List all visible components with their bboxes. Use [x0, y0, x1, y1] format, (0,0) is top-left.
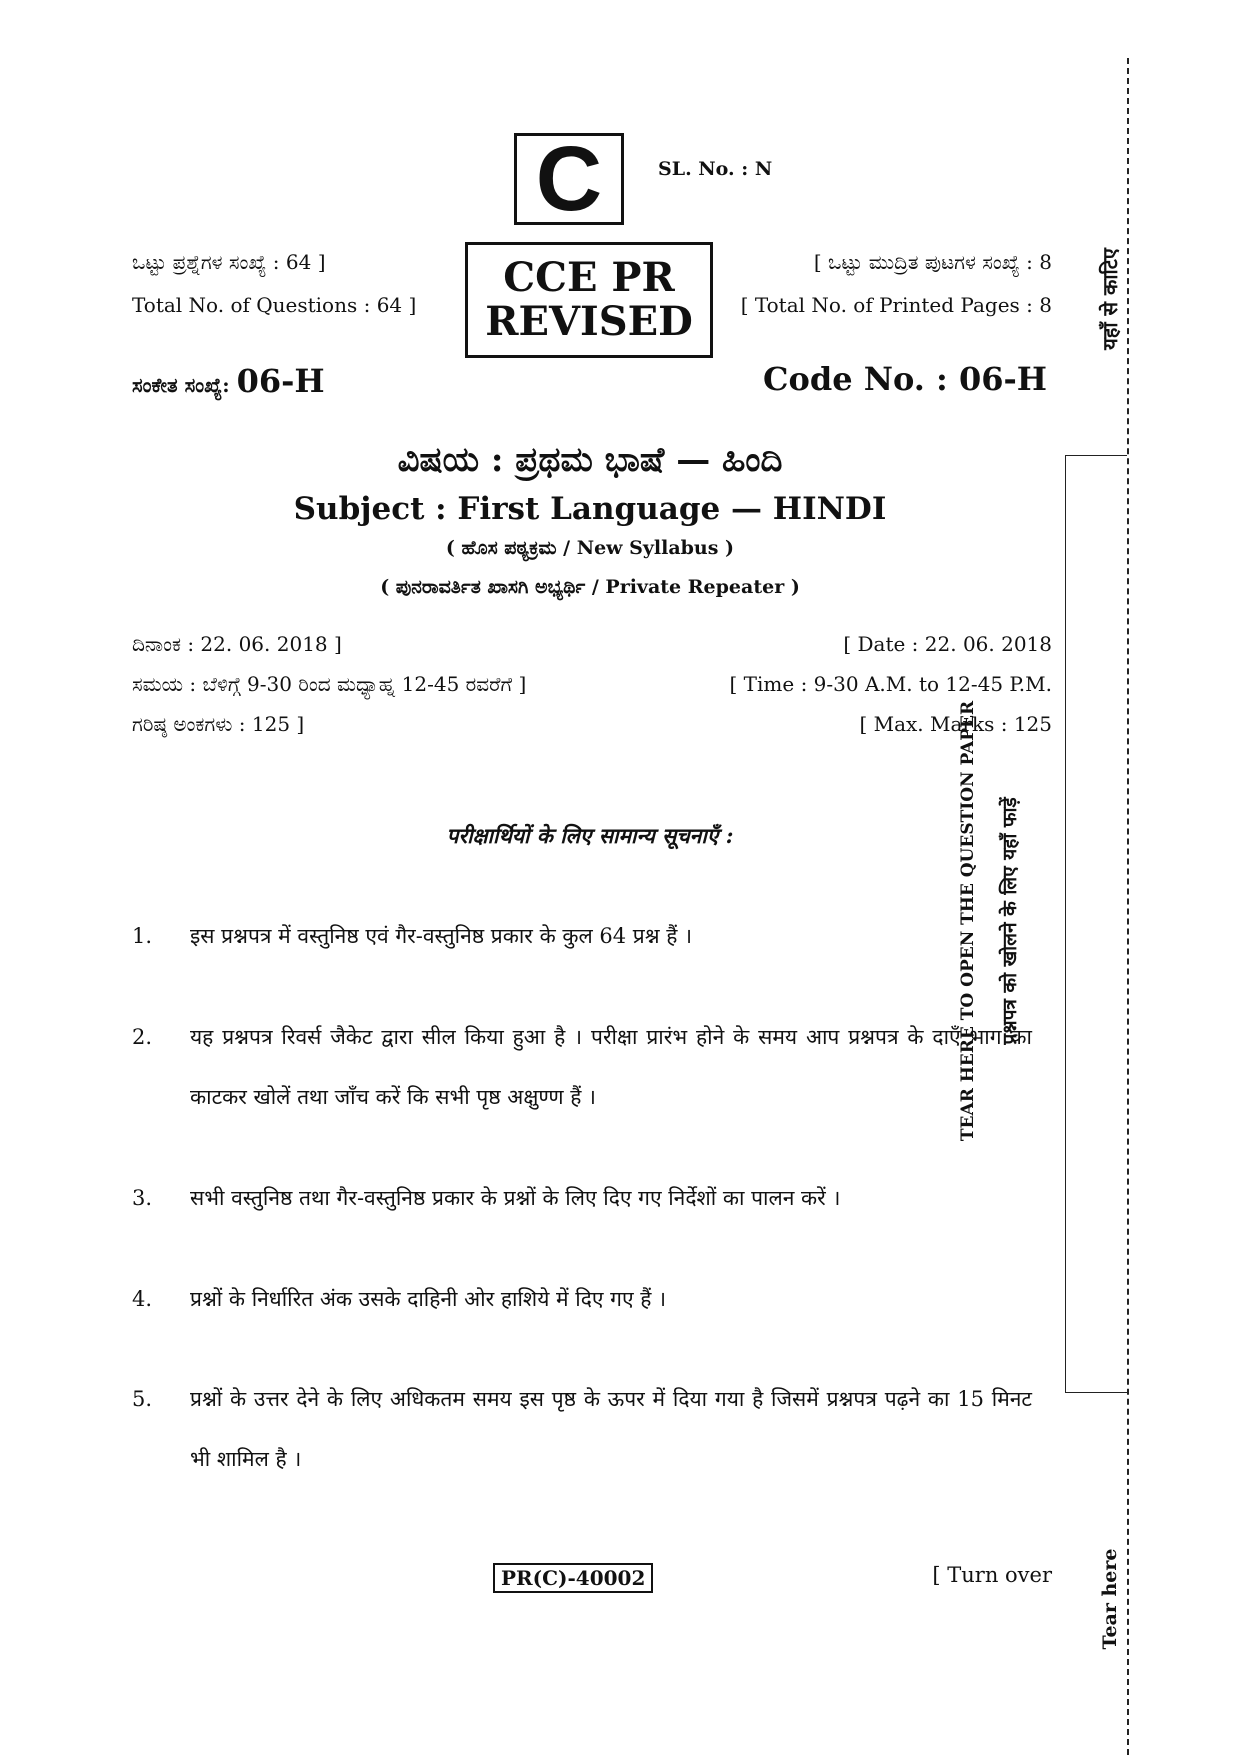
date-english: [ Date : 22. 06. 2018: [843, 632, 1052, 656]
turn-over: [ Turn over: [932, 1563, 1052, 1587]
total-pages-kannada: [ ಒಟ್ಟು ಮುದ್ರಿತ ಪುಟಗಳ ಸಂಖ್ಯೆ : 8: [813, 250, 1052, 274]
code-number-kannada: [132, 362, 325, 400]
time-kannada: ಸಮಯ : ಬೆಳಿಗ್ಗೆ 9-30 ರಿಂದ ಮಧ್ಯಾಹ್ನ 12-45 ರವರೆಗೆ ]: [132, 672, 527, 696]
series-box: [465, 242, 713, 358]
code-number-english: Code No. : 06-H: [763, 360, 1047, 398]
instruction-text: सभी वस्तुनिष्ठ तथा गैर-वस्तुनिष्ठ प्रकार के प्रश्नों के लिए दिए गए निर्देशों का पालन करें ।: [190, 1186, 841, 1210]
total-pages-english: [ Total No. of Printed Pages : 8: [740, 293, 1052, 317]
instruction-item: [132, 1269, 1032, 1329]
tear-instruction-english: TEAR HERE TO OPEN THE QUESTION PAPER: [958, 700, 978, 1142]
max-marks-kannada: ಗರಿಷ್ಠ ಅಂಕಗಳು : 125 ]: [132, 712, 305, 736]
serial-number: SL. No. : N: [658, 158, 773, 180]
time-english: [ Time : 9-30 A.M. to 12-45 P.M.: [729, 672, 1052, 696]
max-marks-english: [ Max. Marks : 125: [859, 712, 1052, 736]
instruction-text: प्रश्नों के निर्धारित अंक उसके दाहिनी ओर हाशिये में दिए गए हैं ।: [190, 1287, 667, 1311]
tear-instruction-hindi: प्रश्नपत्र को खोलने के लिए यहाँ फाड़ें: [999, 797, 1021, 1045]
candidate-type: ( ಪುನರಾವರ್ತಿತ ಖಾಸಗಿ ಅಭ್ಯರ್ಥಿ / Private Repeater ): [380, 576, 800, 598]
subject-kannada: ವಿಷಯ : ಪ್ರಥಮ ಭಾಷೆ — ಹಿಂದಿ: [397, 440, 783, 480]
code-value-kannada: 06-H: [236, 362, 325, 400]
tear-here-label: Tear here: [1099, 1548, 1121, 1650]
tear-dashed-line: [1127, 58, 1129, 1755]
date-kannada: ದಿನಾಂಕ : 22. 06. 2018 ]: [132, 632, 342, 656]
series-line-2: REVISED: [485, 298, 693, 345]
paper-code: PR(C)-40002: [493, 1563, 653, 1593]
subject-english: Subject : First Language — HINDI: [293, 491, 887, 527]
instruction-number: 3.: [132, 1186, 153, 1210]
series-line-1: CCE PR: [503, 254, 675, 301]
syllabus-line: ( ಹೊಸ ಪಠ್ಯಕ್ರಮ / New Syllabus ): [445, 537, 735, 559]
cut-here-hindi: यहाँ से काटिए: [1098, 248, 1122, 350]
instruction-number: 5.: [132, 1387, 153, 1411]
instruction-text: प्रश्नों के उत्तर देने के लिए अधिकतम समय इस पृष्ठ के ऊपर में दिया गया है जिसमें प्रश्नपत्र पढ़ने का 15 मिनट भी शामिल है ।: [190, 1387, 1032, 1471]
code-label-kannada: ಸಂಕೇತ ಸಂಖ್ಯೆ:: [132, 373, 230, 397]
instruction-number: 4.: [132, 1287, 153, 1311]
instruction-number: 2.: [132, 1025, 153, 1049]
total-questions-english: Total No. of Questions : 64 ]: [132, 293, 417, 317]
tear-bracket: [1065, 455, 1127, 1393]
instruction-text: यह प्रश्नपत्र रिवर्स जैकेट द्वारा सील किया हुआ है । परीक्षा प्रारंभ होने के समय आप प्रश्नपत्र के दाएँ भाग का काटकर खोलें तथा जाँच करें कि सभी पृष्ठ अक्षुण्ण हैं ।: [190, 1025, 1032, 1109]
instruction-item: [132, 906, 1032, 966]
instructions-title: परीक्षार्थियों के लिए सामान्य सूचनाएँ :: [446, 823, 734, 848]
instruction-text: इस प्रश्नपत्र में वस्तुनिष्ठ एवं गैर-वस्तुनिष्ठ प्रकार के कुल 64 प्रश्न हैं ।: [190, 924, 693, 948]
instruction-item: [132, 1168, 1032, 1228]
instruction-item: [132, 1007, 1032, 1127]
version-box: C: [514, 133, 624, 225]
instruction-item: [132, 1369, 1032, 1489]
total-questions-kannada: ಒಟ್ಟು ಪ್ರಶ್ನೆಗಳ ಸಂಖ್ಯೆ : 64 ]: [132, 250, 326, 274]
instruction-number: 1.: [132, 924, 153, 948]
